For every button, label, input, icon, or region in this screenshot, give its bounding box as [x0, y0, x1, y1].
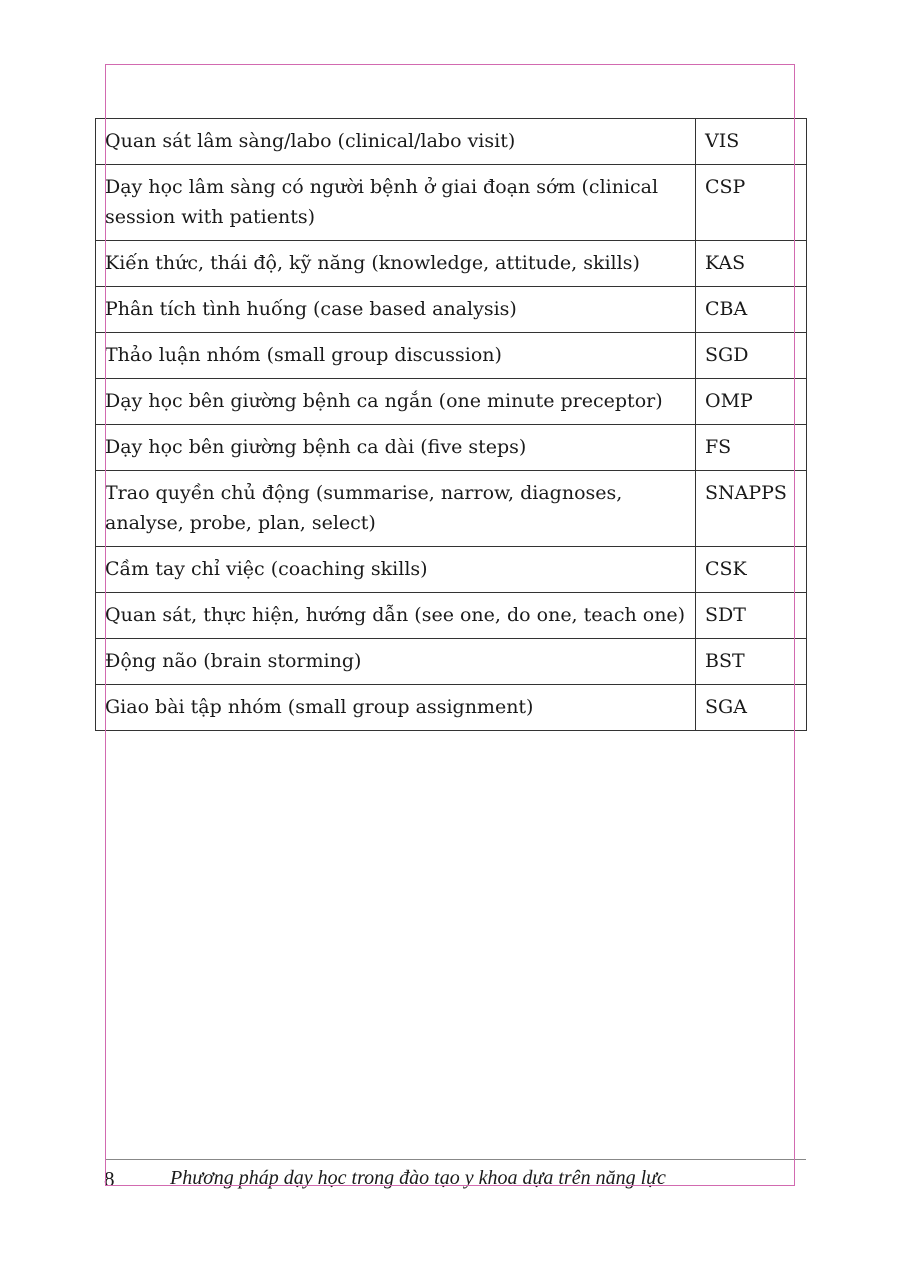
term-cell: Dạy học bên giường bệnh ca dài (five steps): [96, 425, 696, 471]
table-row: [96, 471, 807, 547]
term-cell: Kiến thức, thái độ, kỹ năng (knowledge, attitude, skills): [96, 241, 696, 287]
abbreviation-cell: CSK: [696, 547, 807, 593]
footer-divider: [105, 1159, 806, 1160]
abbreviation-cell: FS: [696, 425, 807, 471]
table-row: [96, 425, 807, 471]
abbreviation-cell: OMP: [696, 379, 807, 425]
table-row: [96, 685, 807, 731]
table-row: [96, 119, 807, 165]
table-row: [96, 287, 807, 333]
running-footer-title: Phương pháp dạy học trong đào tạo y khoa dựa trên năng lực: [170, 1167, 666, 1189]
abbreviation-cell: BST: [696, 639, 807, 685]
term-cell: Dạy học bên giường bệnh ca ngắn (one minute preceptor): [96, 379, 696, 425]
abbreviation-cell: SGA: [696, 685, 807, 731]
term-cell: Quan sát lâm sàng/labo (clinical/labo visit): [96, 119, 696, 165]
term-cell: Thảo luận nhóm (small group discussion): [96, 333, 696, 379]
table-row: [96, 639, 807, 685]
abbreviation-cell: SNAPPS: [696, 471, 807, 547]
table-row: [96, 165, 807, 241]
table-row: [96, 547, 807, 593]
term-cell: Động não (brain storming): [96, 639, 696, 685]
abbreviation-cell: CSP: [696, 165, 807, 241]
term-cell: Cầm tay chỉ việc (coaching skills): [96, 547, 696, 593]
abbreviation-cell: CBA: [696, 287, 807, 333]
abbreviation-cell: SGD: [696, 333, 807, 379]
table-row: [96, 333, 807, 379]
table-row: [96, 379, 807, 425]
term-cell: Trao quyền chủ động (summarise, narrow, diagnoses, analyse, probe, plan, select): [96, 471, 696, 547]
term-cell: Dạy học lâm sàng có người bệnh ở giai đoạn sớm (clinical session with patients): [96, 165, 696, 241]
abbreviation-table: [95, 118, 807, 731]
term-cell: Quan sát, thực hiện, hướng dẫn (see one, do one, teach one): [96, 593, 696, 639]
page-number: 8: [104, 1167, 115, 1191]
table-row: [96, 593, 807, 639]
term-cell: Giao bài tập nhóm (small group assignment): [96, 685, 696, 731]
abbreviation-cell: SDT: [696, 593, 807, 639]
table-row: [96, 241, 807, 287]
abbreviation-cell: VIS: [696, 119, 807, 165]
abbreviation-cell: KAS: [696, 241, 807, 287]
term-cell: Phân tích tình huống (case based analysis): [96, 287, 696, 333]
